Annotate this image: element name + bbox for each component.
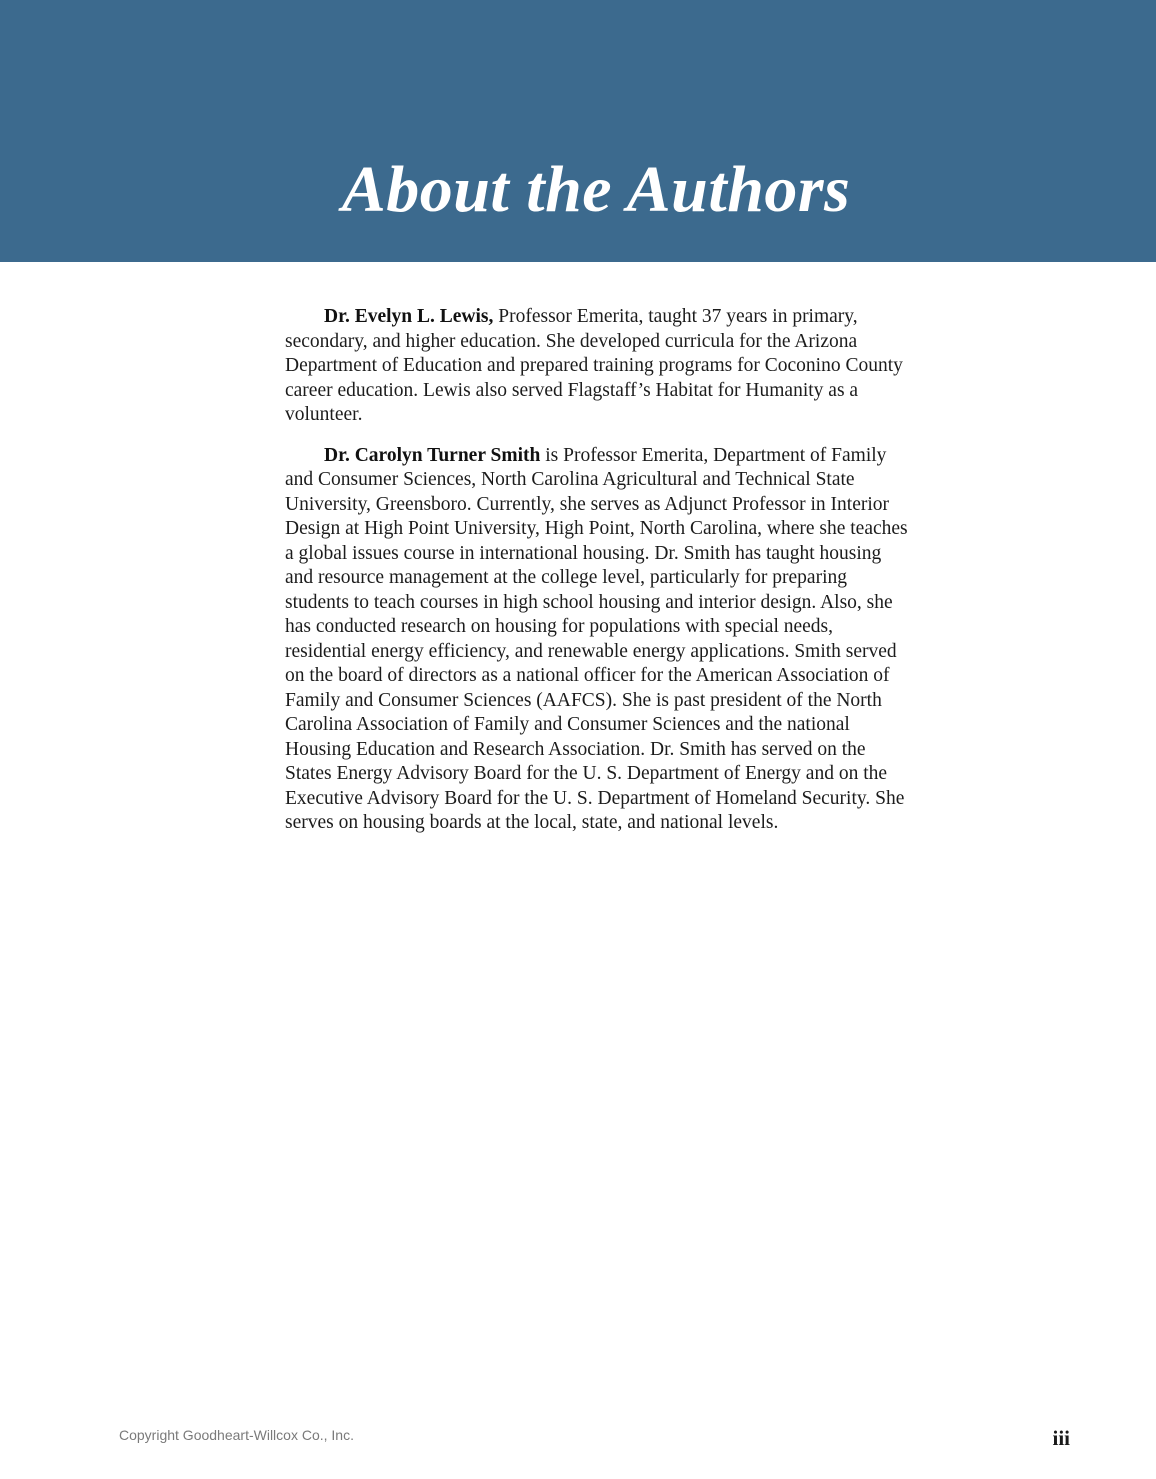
header-banner (0, 0, 1156, 262)
page-title: About the Authors (341, 153, 851, 226)
page-number: iii (1052, 1426, 1070, 1450)
author-text-lewis: Professor Emerita, taught 37 years in primary, secondary, and higher education. She developed curricula for the Arizona Department of Education and prepared training programs for Coconino County career education. Lewis also served Flagstaff’s Habitat for Humanity as a volunteer. (285, 306, 903, 425)
author-bio-smith (285, 444, 913, 836)
author-name-smith: Dr. Carolyn Turner Smith (324, 444, 541, 466)
copyright-notice: Copyright Goodheart-Willcox Co., Inc. (119, 1427, 354, 1443)
author-name-lewis: Dr. Evelyn L. Lewis, (324, 306, 494, 327)
author-text-smith: is Professor Emerita, Department of Family and Consumer Sciences, North Carolina Agricultural and Technical State University, Greensboro. Currently, she serves as Adjunct Professor in Interior Design at High Point University, High Point, North Carolina, where she teaches a global issues course in international housing. Dr. Smith has taught housing and resource management at the college level, particularly for preparing students to teach courses in high school housing and interior design. Also, she has conducted research on housing for populations with special needs, residential energy efficiency, and renewable energy applications. Smith served on the board of directors as a national officer for the American Association of Family and Consumer Sciences (AAFCS). She is past president of the North Carolina Association of Family and Consumer Sciences and the national Housing Education and Research Association. Dr. Smith has served on the States Energy Advisory Board for the U. S. Department of Energy and on the Executive Advisory Board for the U. S. Department of Homeland Security. She serves on housing boards at the local, state, and national levels. (285, 444, 908, 833)
authors-section (285, 305, 913, 852)
author-bio-lewis (285, 305, 913, 428)
